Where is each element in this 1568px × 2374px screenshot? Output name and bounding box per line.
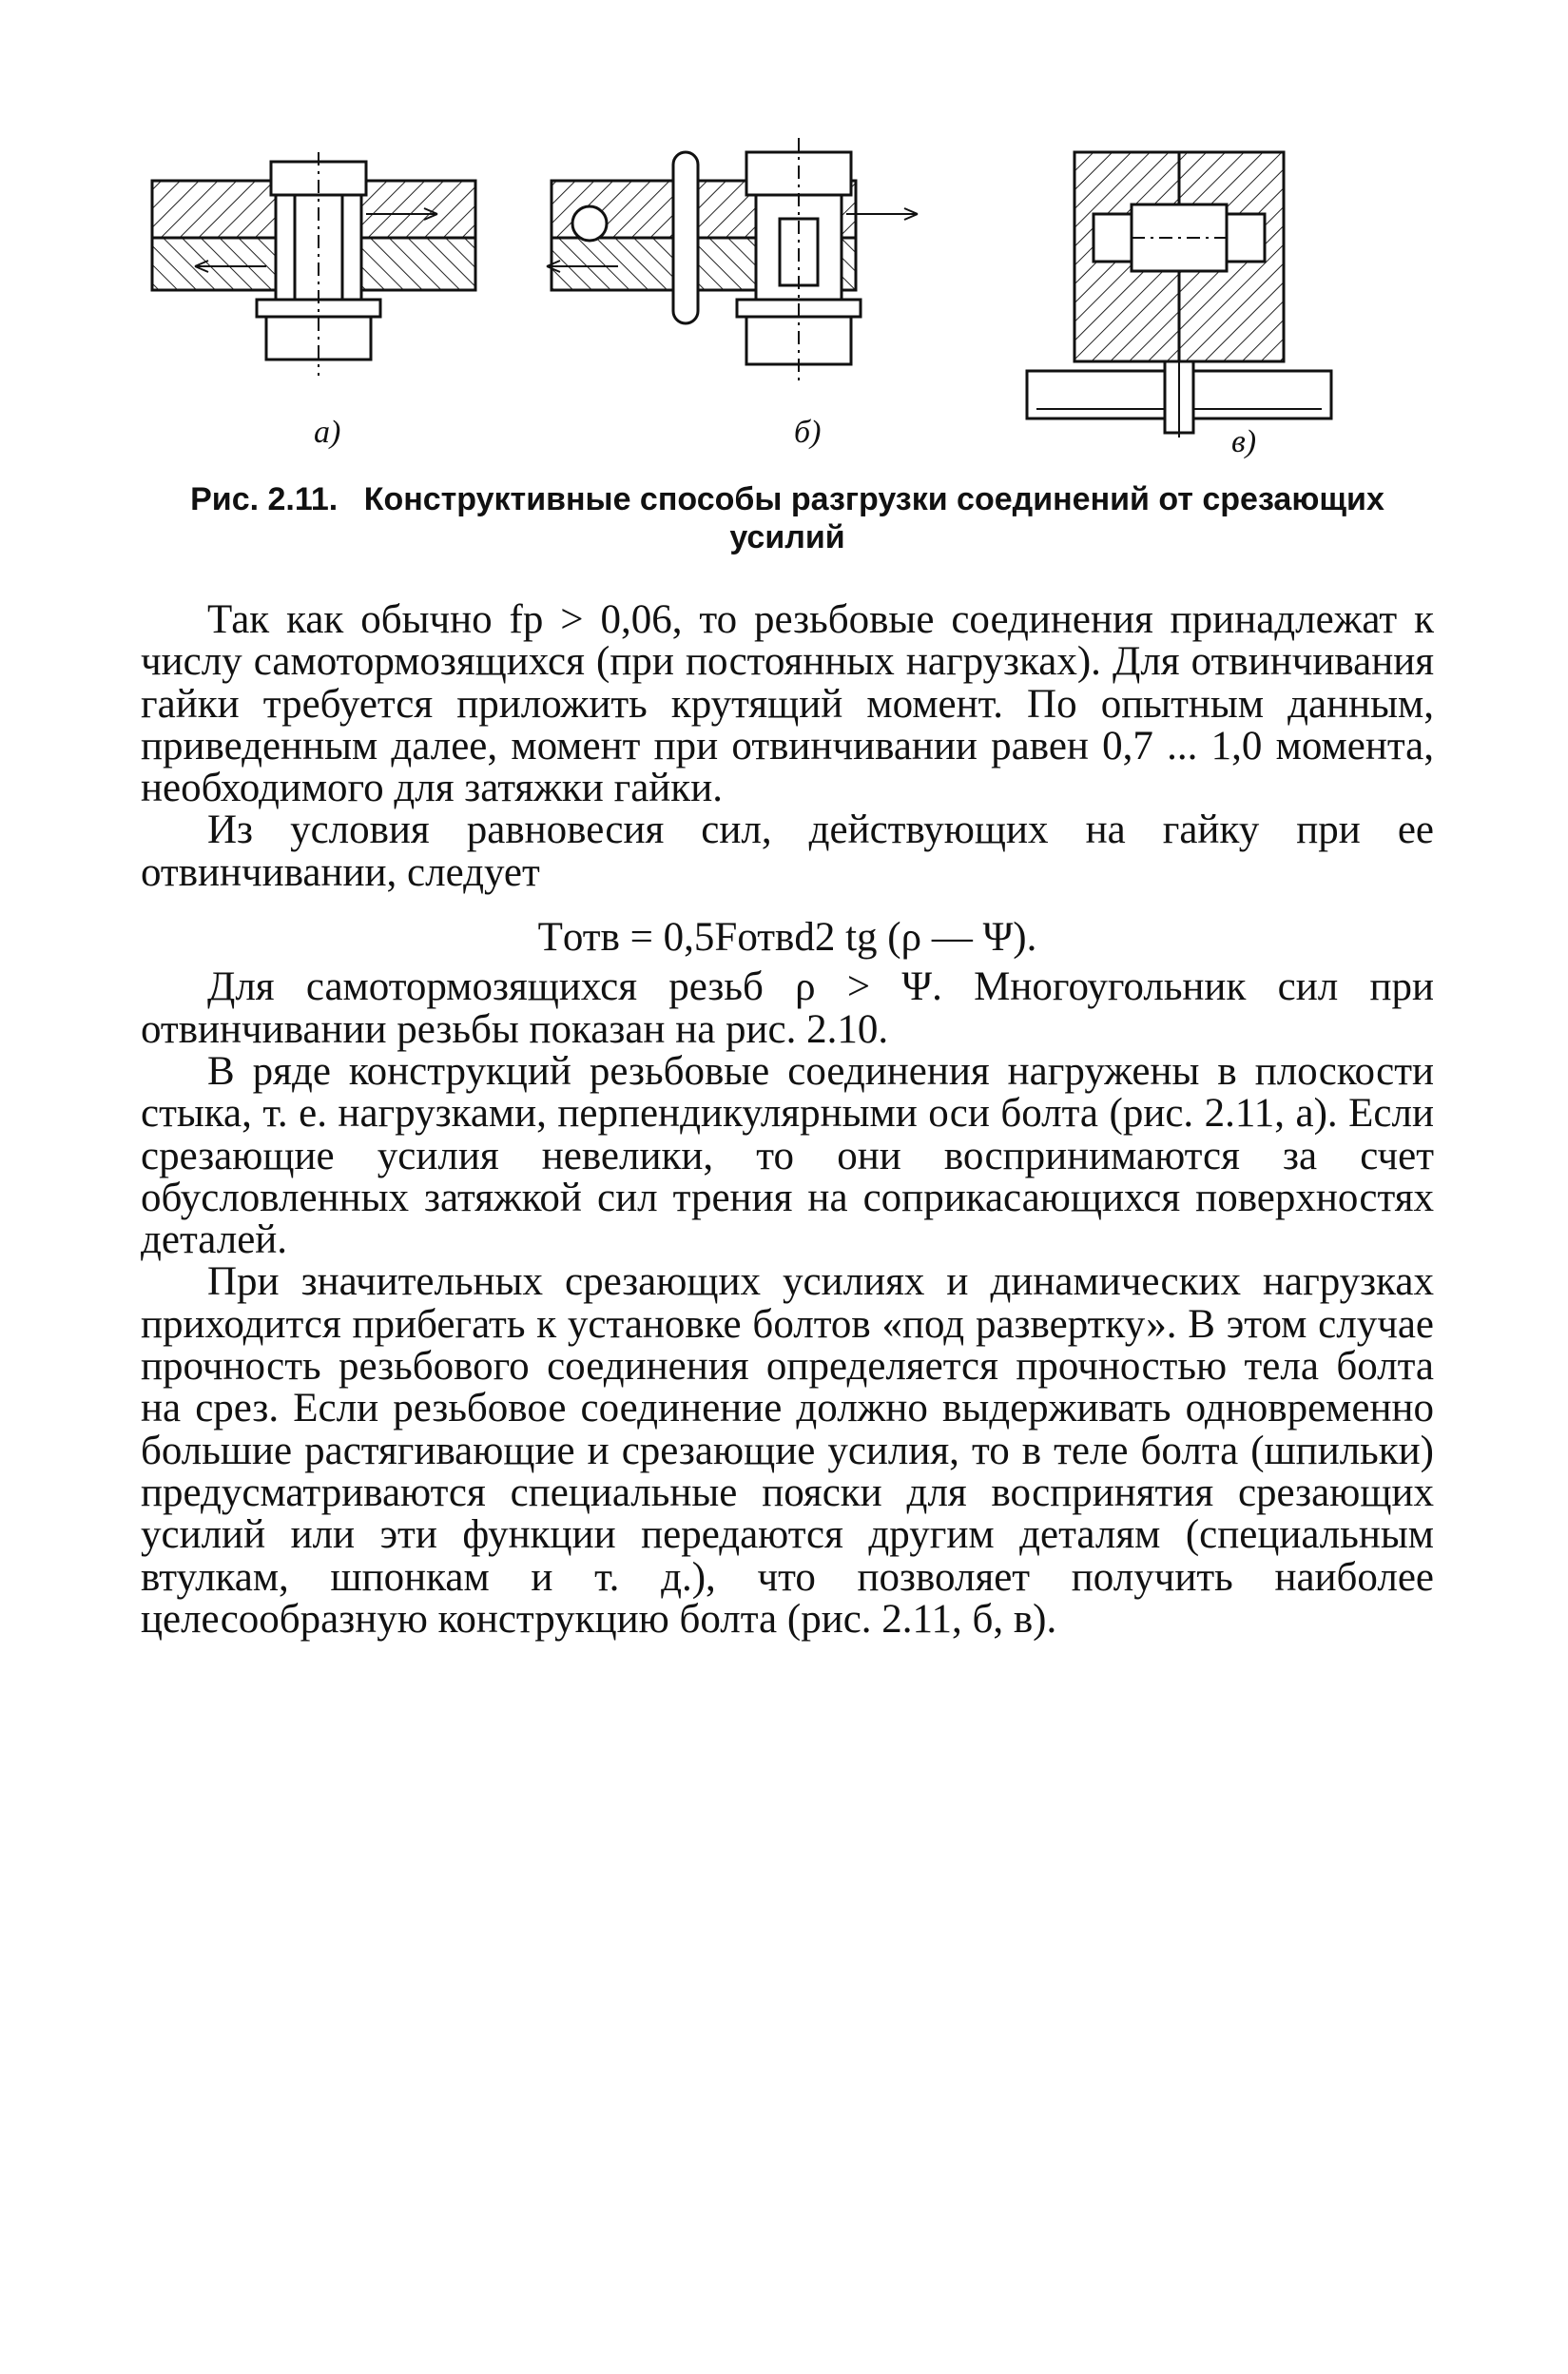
paragraph-4: В ряде конструкций резьбовые соединения нагружены в плоскости стыка, т. е. нагрузками, перпендикулярными оси болта (рис. 2.11, а). Если срезающие усилия невелики, то они воспринимаются за счет обусловленных затяжкой сил трения на соприкасающихся поверхностях деталей. [141,1048,1434,1263]
figure-caption [141,480,1434,556]
panel-label-b: б) [794,415,822,450]
panel-label-c: в) [1231,424,1257,459]
paragraph-3: Для самотормозящихся резьб ρ > Ψ. Многоугольник сил при отвинчивании резьбы показан на рис. 2.10. [141,964,1434,1052]
panel-c-drawing [1027,152,1331,438]
figure-2-11 [124,124,1455,485]
panel-a-drawing [152,152,475,376]
body-text [141,599,1434,1641]
caption-number: Рис. 2.11. [190,481,339,517]
paragraph-2: Из условия равновесия сил, действующих на гайку при ее отвинчивании, следует [141,808,1434,895]
caption-text: Конструктивные способы разгрузки соединений от срезающих усилий [363,481,1384,555]
paragraph-1: Так как обычно fp > 0,06, то резьбовые соединения принадлежат к числу самотормозящихся (при постоянных нагрузках). Для отвинчивания гайки требуется приложить крутящий момент. По опытным данным, приведенным далее, момент при отвинчивании равен 0,7 ... 1,0 момента, необходимого для затяжки гайки. [141,597,1434,811]
paragraph-5: При значительных срезающих усилиях и динамических нагрузках приходится прибегать к установке болтов «под развертку». В этом случае прочность резьбового соединения определяется прочностью тела болта на срез. Если резьбовое соединение должно выдерживать одновременно большие растягивающие и срезающие усилия, то в теле болта (шпильки) предусматриваются специальные пояски для воспринятия срезающих усилий или эти функции передаются другим деталям (специальным втулкам, шпонкам и т. д.), что позволяет получить наиболее целесообразную конструкцию болта (рис. 2.11, б, в). [141,1259,1434,1642]
panel-b-drawing [547,138,918,385]
figure-drawing [124,124,1455,485]
panel-label-a: а) [314,415,341,450]
formula-torque: Tотв = 0,5Fотвd2 tg (ρ — Ψ). [537,915,1037,961]
